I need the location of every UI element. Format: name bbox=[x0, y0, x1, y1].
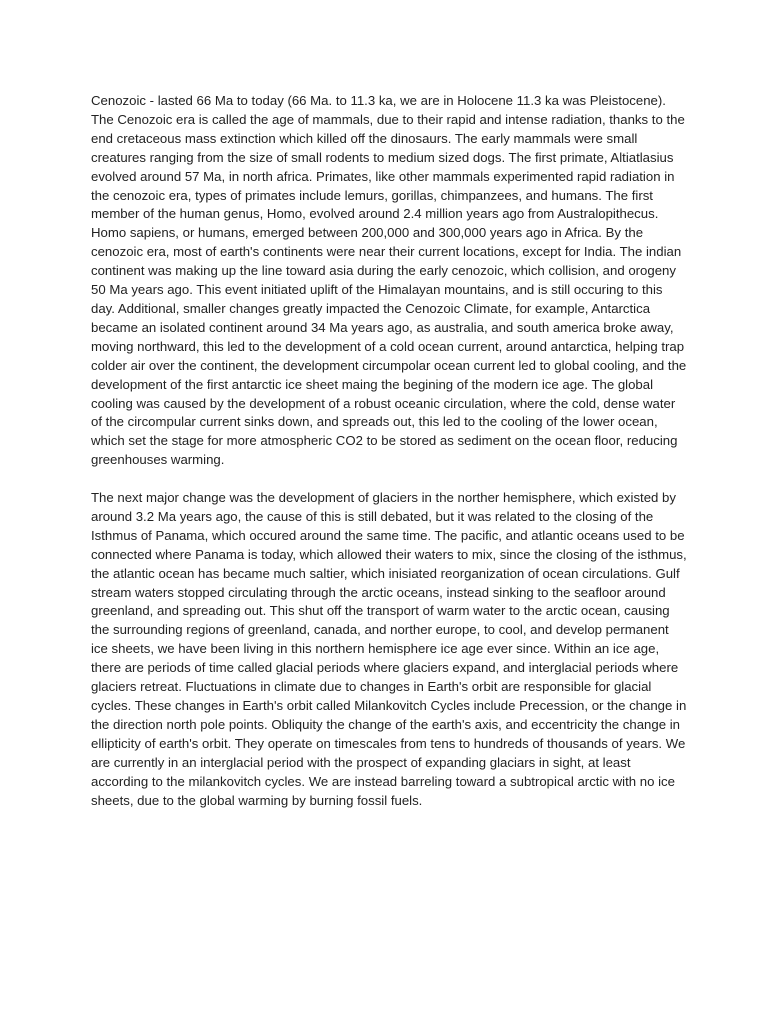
paragraph-cenozoic-era: Cenozoic - lasted 66 Ma to today (66 Ma. to 11.3 ka, we are in Holocene 11.3 ka was Pleistocene). The Cenozoic era is called the age of mammals, due to their rapid and intense radiation, thanks to the end cretaceous mass extinction which killed off the dinosaurs. The early mammals were small creatures ranging from the size of small rodents to medium sized dogs. The first primate, Altiatlasius evolved around 57 Ma, in north africa. Primates, like other mammals experimented rapid radiation in the cenozoic era, types of primates include lemurs, gorillas, chimpanzees, and humans. The first member of the human genus, Homo, evolved around 2.4 million years ago from Australopithecus. Homo sapiens, or humans, emerged between 200,000 and 300,000 years ago in Africa. By the cenozoic era, most of earth's continents were near their current locations, except for India. The indian continent was making up the line toward asia during the early cenozoic, which collision, and orogeny 50 Ma years ago. This event initiated uplift of the Himalayan mountains, and is still occuring to this day. Additional, smaller changes greatly impacted the Cenozoic Climate, for example, Antarctica became an isolated continent around 34 Ma years ago, as australia, and south america broke away, moving northward, this led to the development of a cold ocean current, around antarctica, helping trap colder air over the continent, the development circumpolar ocean current led to global cooling, and the development of the first antarctic ice sheet maing the begining of the modern ice age. The global cooling was caused by the development of a robust oceanic circulation, where the cold, dense water of the circompular current sinks down, and spreads out, this led to the cooling of the lower ocean, which set the stage for more atmospheric CO2 to be stored as sediment on the ocean floor, reducing greenhouses warming. bbox=[91, 93, 687, 468]
paragraph-northern-glaciation: The next major change was the development of glaciers in the norther hemisphere, which existed by around 3.2 Ma years ago, the cause of this is still debated, but it was related to the closing of the Isthmus of Panama, which occured around the same time. The pacific, and atlantic oceans used to be connected where Panama is today, which allowed their waters to mix, since the closing of the isthmus, the atlantic ocean has became much saltier, which inisiated reorganization of ocean circulations. Gulf stream waters stopped circulating through the arctic oceans, instead sinking to the seafloor around greenland, and spreading out. This shut off the transport of warm water to the arctic ocean, causing the surrounding regions of greenland, canada, and norther europe, to cool, and develop permanent ice sheets, we have been living in this northern hemisphere ice age ever since. Within an ice age, there are periods of time called glacial periods where glaciers expand, and interglacial periods where glaciers retreat. Fluctuations in climate due to changes in Earth's orbit are responsible for glacial cycles. These changes in Earth's orbit called Milankovitch Cycles include Precession, or the change in the direction north pole points. Obliquity the change of the earth's axis, and eccentricity the change in ellipticity of earth's orbit. They operate on timescales from tens to hundreds of thousands of years. We are currently in an interglacial period with the prospect of expanding glaciars in sight, at least according to the milankovitch cycles. We are instead barreling toward a subtropical arctic with no ice sheets, due to the global warming by burning fossil fuels. bbox=[91, 490, 687, 808]
document-body bbox=[91, 92, 687, 829]
